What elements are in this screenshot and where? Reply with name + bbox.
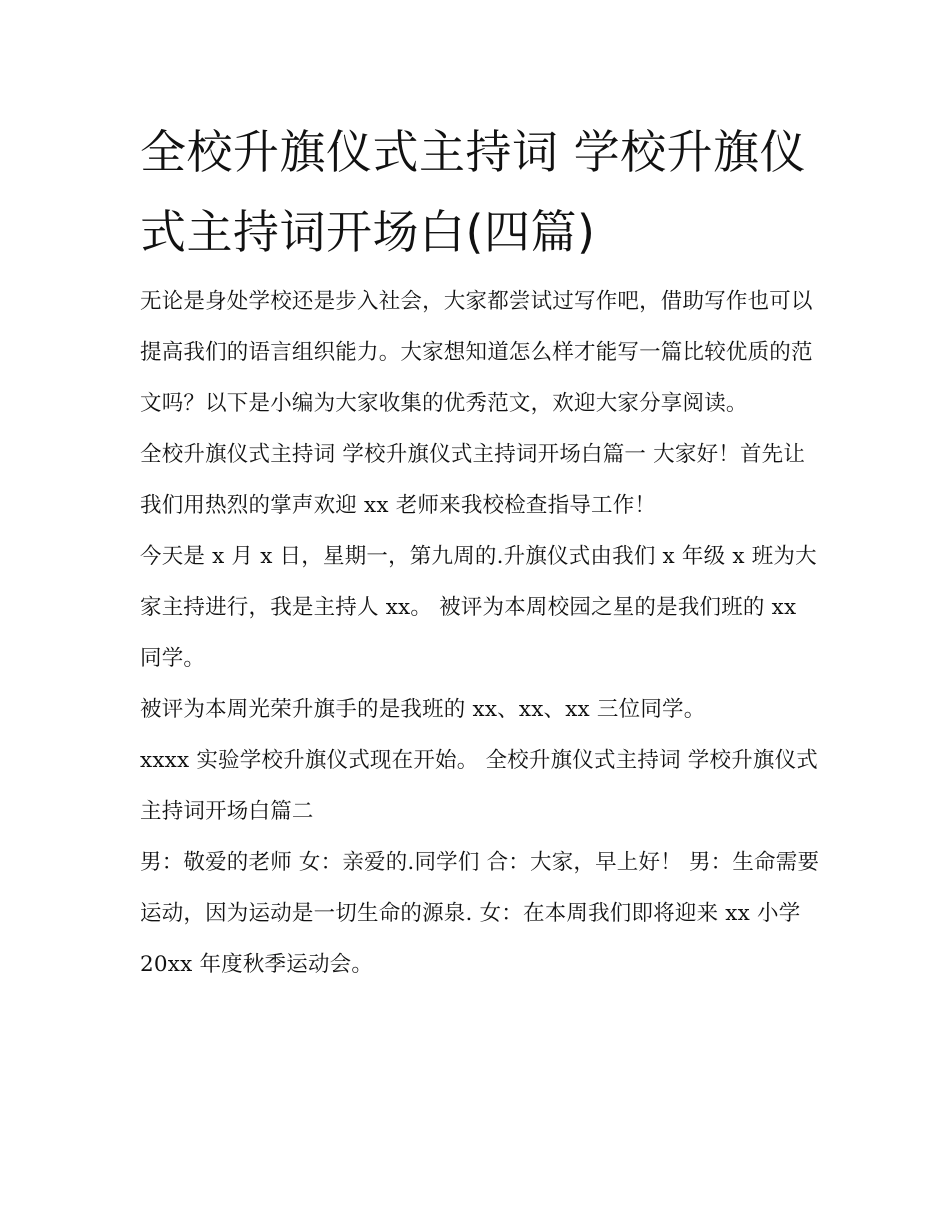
document-title: 全校升旗仪式主持词 学校升旗仪式主持词开场白(四篇) xyxy=(140,125,807,259)
paragraph-intro: 无论是身处学校还是步入社会，大家都尝试过写作吧，借助写作也可以提高我们的语言组织能力。大家想知道怎么样才能写一篇比较优质的范文吗？以下是小编为大家收集的优秀范文，欢迎大家分享阅读。 xyxy=(140,289,813,416)
paragraph-part-two: xxxx 实验学校升旗仪式现在开始。 全校升旗仪式主持词 学校升旗仪式主持词开场白篇二 xyxy=(140,748,819,824)
document-body xyxy=(140,276,820,990)
paragraph-date: 今天是 x 月 x 日，星期一，第九周的.升旗仪式由我们 x 年级 x 班为大家主持进行，我是主持人 xx。 被评为本周校园之星的是我们班的 xx 同学。 xyxy=(140,544,817,671)
paragraph-dialogue: 男：敬爱的老师 女：亲爱的.同学们 合：大家，早上好！ 男：生命需要运动，因为运动是一切生命的源泉. 女：在本周我们即将迎来 xx 小学 20xx 年度秋季运动会。 xyxy=(140,850,820,977)
paragraph-flag-raisers: 被评为本周光荣升旗手的是我班的 xx、xx、xx 三位同学。 xyxy=(140,697,706,722)
paragraph-part-one: 全校升旗仪式主持词 学校升旗仪式主持词开场白篇一 大家好！首先让我们用热烈的掌声欢迎 xx 老师来我校检查指导工作！ xyxy=(140,442,806,518)
